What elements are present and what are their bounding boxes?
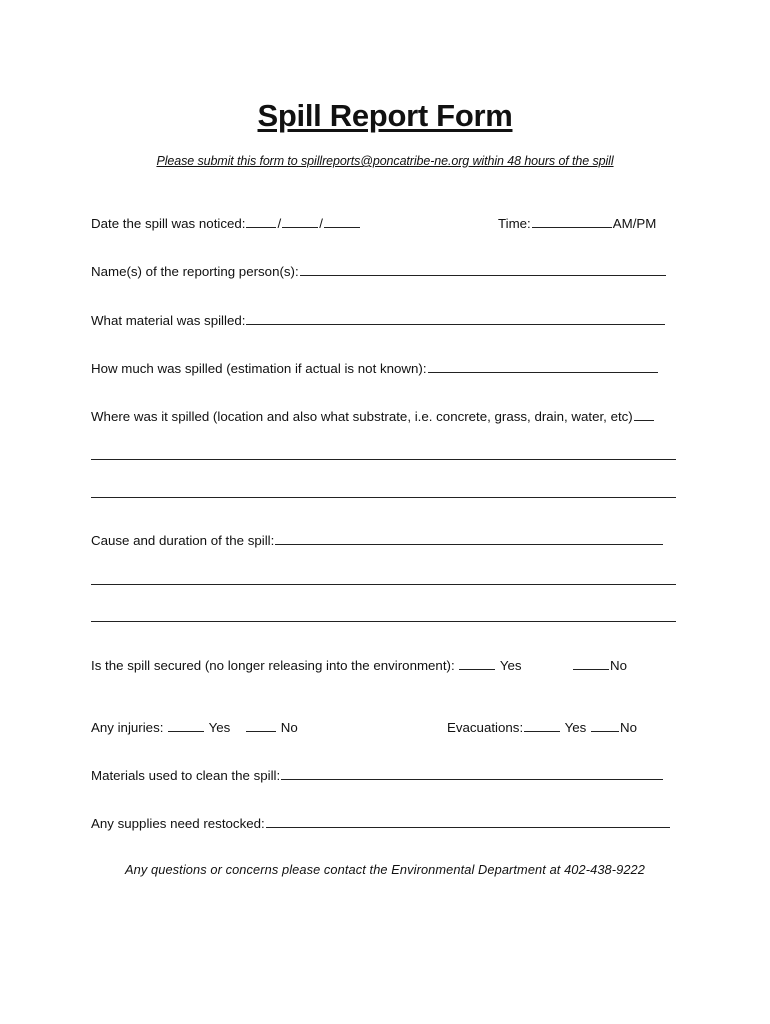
cause-continuation-line[interactable] (91, 584, 676, 585)
material-field[interactable] (246, 312, 665, 325)
cause-row (91, 532, 664, 549)
quantity-label: How much was spilled (estimation if actual is not known): (91, 361, 427, 376)
date-row (91, 215, 361, 232)
cause-label: Cause and duration of the spill: (91, 533, 275, 548)
secured-no-label: No (610, 658, 627, 673)
location-label: Where was it spilled (location and also what substrate, i.e. concrete, grass, drain, water, etc) (91, 409, 633, 424)
time-field[interactable] (532, 215, 612, 228)
cause-continuation-line[interactable] (91, 621, 676, 622)
location-continuation-line[interactable] (91, 459, 676, 460)
cleanup-row (91, 767, 664, 784)
date-day-field[interactable] (282, 215, 318, 228)
secured-yes-field[interactable] (459, 657, 495, 670)
date-year-field[interactable] (324, 215, 360, 228)
injuries-yes-field[interactable] (168, 719, 204, 732)
reporter-label: Name(s) of the reporting person(s): (91, 264, 299, 279)
injuries-no-label: No (280, 720, 298, 735)
location-continuation-line[interactable] (91, 497, 676, 498)
injuries-yes-label: Yes (208, 720, 231, 735)
date-month-field[interactable] (246, 215, 276, 228)
reporter-field[interactable] (300, 263, 666, 276)
evacuations-row (447, 719, 637, 736)
evacuations-label: Evacuations: (447, 720, 524, 735)
ampm-label: AM/PM (612, 216, 657, 231)
secured-row (91, 657, 522, 674)
injuries-no-field[interactable] (246, 719, 276, 732)
date-separator: / (319, 216, 323, 231)
time-row (498, 215, 656, 232)
form-instructions: Please submit this form to spillreports@poncatribe-ne.org within 48 hours of the spill (156, 154, 614, 168)
location-row (91, 408, 655, 425)
restock-label: Any supplies need restocked: (91, 816, 265, 831)
secured-label: Is the spill secured (no longer releasing into the environment): (91, 658, 455, 673)
quantity-row (91, 360, 659, 377)
material-row (91, 312, 666, 329)
cleanup-materials-label: Materials used to clean the spill: (91, 768, 281, 783)
material-label: What material was spilled: (91, 313, 246, 328)
injuries-label: Any injuries: (91, 720, 164, 735)
date-label: Date the spill was noticed: (91, 216, 246, 231)
time-label: Time: (498, 216, 531, 231)
cause-field[interactable] (275, 532, 663, 545)
quantity-field[interactable] (428, 360, 658, 373)
restock-field[interactable] (266, 815, 670, 828)
date-separator: / (277, 216, 282, 231)
injuries-row (91, 719, 298, 736)
restock-row (91, 815, 671, 832)
cleanup-materials-field[interactable] (281, 767, 663, 780)
form-title: Spill Report Form (257, 98, 513, 133)
evacuations-no-label: No (620, 720, 638, 735)
location-field[interactable] (634, 408, 654, 421)
contact-footer: Any questions or concerns please contact the Environmental Department at 402-438-9222 (125, 862, 645, 877)
secured-yes-label: Yes (499, 658, 522, 673)
evacuations-yes-label: Yes (564, 720, 587, 735)
reporter-row (91, 263, 667, 280)
secured-no-field[interactable] (573, 657, 609, 670)
evacuations-yes-field[interactable] (524, 719, 560, 732)
secured-no-row (572, 657, 627, 674)
evacuations-no-field[interactable] (591, 719, 619, 732)
